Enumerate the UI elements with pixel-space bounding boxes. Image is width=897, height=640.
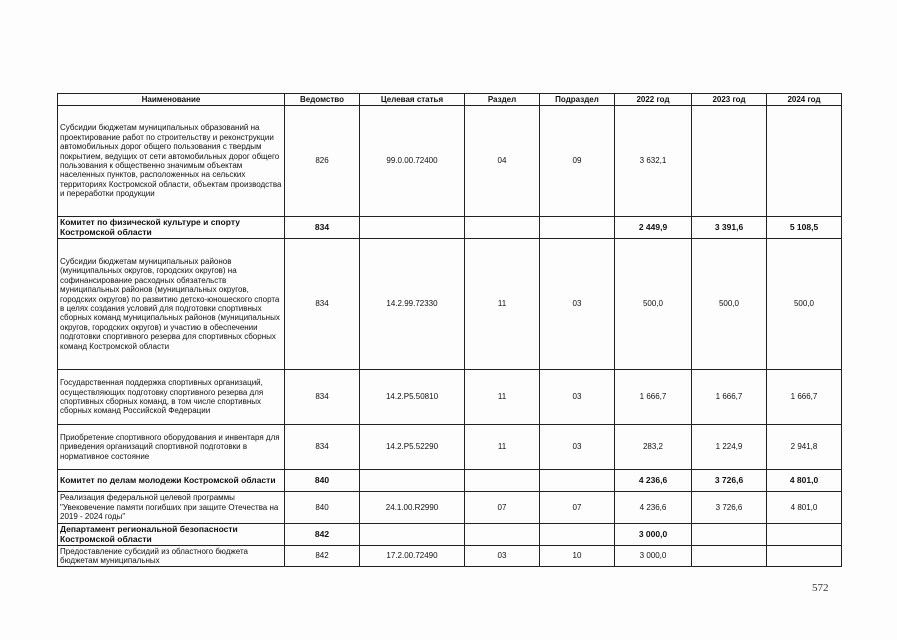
header-vedomstvo: Ведомство (285, 94, 360, 106)
row-razdel: 11 (465, 425, 540, 470)
row-podrazdel (540, 524, 615, 546)
row-2023 (692, 106, 767, 217)
row-statya: 14.2.P5.52290 (360, 425, 465, 470)
table-row (58, 217, 842, 239)
row-razdel (465, 524, 540, 546)
header-razdel: Раздел (465, 94, 540, 106)
table-row (58, 524, 842, 546)
row-statya (360, 470, 465, 492)
row-name: Приобретение спортивного оборудования и инвентаря для приведения организаций спортивной подготовки в нормативное состояние (58, 425, 285, 470)
page-number: 572 (812, 582, 829, 594)
row-vedomstvo: 826 (285, 106, 360, 217)
header-statya: Целевая статья (360, 94, 465, 106)
table-row (58, 106, 842, 217)
header-2024: 2024 год (767, 94, 842, 106)
row-vedomstvo: 834 (285, 370, 360, 425)
row-2022: 3 000,0 (615, 546, 692, 567)
row-statya: 17.2.00.72490 (360, 546, 465, 567)
row-2023: 3 726,6 (692, 470, 767, 492)
header-2022: 2022 год (615, 94, 692, 106)
row-2022: 4 236,6 (615, 492, 692, 524)
row-2023 (692, 546, 767, 567)
row-2024: 4 801,0 (767, 492, 842, 524)
row-2023 (692, 524, 767, 546)
row-statya (360, 217, 465, 239)
row-razdel: 11 (465, 370, 540, 425)
row-podrazdel: 10 (540, 546, 615, 567)
row-name: Государственная поддержка спортивных организаций, осуществляющих подготовку спортивного резерва для спортивных сборных команд, в том числе спортивных сборных команд Российской Федерации (58, 370, 285, 425)
row-2024: 5 108,5 (767, 217, 842, 239)
row-podrazdel: 03 (540, 370, 615, 425)
header-podrazdel: Подраздел (540, 94, 615, 106)
row-podrazdel: 03 (540, 425, 615, 470)
row-2024 (767, 546, 842, 567)
row-vedomstvo: 834 (285, 217, 360, 239)
row-2023: 500,0 (692, 239, 767, 370)
row-vedomstvo: 842 (285, 546, 360, 567)
row-2024: 2 941,8 (767, 425, 842, 470)
row-vedomstvo: 840 (285, 492, 360, 524)
row-2022: 3 632,1 (615, 106, 692, 217)
table-row (58, 492, 842, 524)
row-statya (360, 524, 465, 546)
row-razdel: 11 (465, 239, 540, 370)
row-2022: 283,2 (615, 425, 692, 470)
row-razdel: 04 (465, 106, 540, 217)
row-2024 (767, 524, 842, 546)
row-2022: 1 666,7 (615, 370, 692, 425)
row-2024 (767, 106, 842, 217)
row-vedomstvo: 842 (285, 524, 360, 546)
row-2022: 500,0 (615, 239, 692, 370)
row-razdel (465, 470, 540, 492)
table-header-row (58, 94, 842, 106)
row-razdel (465, 217, 540, 239)
row-name: Комитет по делам молодежи Костромской области (58, 470, 285, 492)
row-2022: 4 236,6 (615, 470, 692, 492)
row-name: Субсидии бюджетам муниципальных районов (муниципальных округов, городских округов) на софинансирование расходных обязательств муниципальных районов (муниципальных округов, городских округов) по развитию детско-юношеского спорта в целях создания условий для подготовки спортивных сборных команд муниципальных районов (муниципальных округов, городских округов) и участию в обеспечении подготовки спортивного резерва для спортивных сборных команд Костромской области (58, 239, 285, 370)
table-row (58, 239, 842, 370)
row-2023: 1 666,7 (692, 370, 767, 425)
header-name: Наименование (58, 94, 285, 106)
row-razdel: 07 (465, 492, 540, 524)
row-podrazdel (540, 470, 615, 492)
row-2024: 500,0 (767, 239, 842, 370)
row-name: Комитет по физической культуре и спорту Костромской области (58, 217, 285, 239)
row-podrazdel: 07 (540, 492, 615, 524)
table-row (58, 470, 842, 492)
row-2023: 3 391,6 (692, 217, 767, 239)
row-vedomstvo: 834 (285, 425, 360, 470)
row-podrazdel: 03 (540, 239, 615, 370)
table-row (58, 425, 842, 470)
row-statya: 14.2.99.72330 (360, 239, 465, 370)
row-name: Реализация федеральной целевой программы "Увековечение памяти погибших при защите Отечества на 2019 - 2024 годы" (58, 492, 285, 524)
budget-table (57, 93, 842, 567)
row-statya: 24.1.00.R2990 (360, 492, 465, 524)
row-2023: 3 726,6 (692, 492, 767, 524)
row-2024: 1 666,7 (767, 370, 842, 425)
row-2022: 2 449,9 (615, 217, 692, 239)
table-row (58, 546, 842, 567)
row-2022: 3 000,0 (615, 524, 692, 546)
row-vedomstvo: 840 (285, 470, 360, 492)
row-podrazdel (540, 217, 615, 239)
row-vedomstvo: 834 (285, 239, 360, 370)
row-statya: 99.0.00.72400 (360, 106, 465, 217)
table-row (58, 370, 842, 425)
row-2023: 1 224,9 (692, 425, 767, 470)
row-statya: 14.2.P5.50810 (360, 370, 465, 425)
row-name: Предоставление субсидий из областного бюджета бюджетам муниципальных (58, 546, 285, 567)
row-2024: 4 801,0 (767, 470, 842, 492)
header-2023: 2023 год (692, 94, 767, 106)
row-razdel: 03 (465, 546, 540, 567)
row-name: Департамент региональной безопасности Костромской области (58, 524, 285, 546)
row-name: Субсидии бюджетам муниципальных образований на проектирование работ по строительству и реконструкции автомобильных дорог общего пользования с твердым покрытием, ведущих от сети автомобильных дорог общего пользования к общественно значимым объектам населенных пунктов, расположенных на сельских территориях Костромской области, объектам производства и переработки продукции (58, 106, 285, 217)
row-podrazdel: 09 (540, 106, 615, 217)
